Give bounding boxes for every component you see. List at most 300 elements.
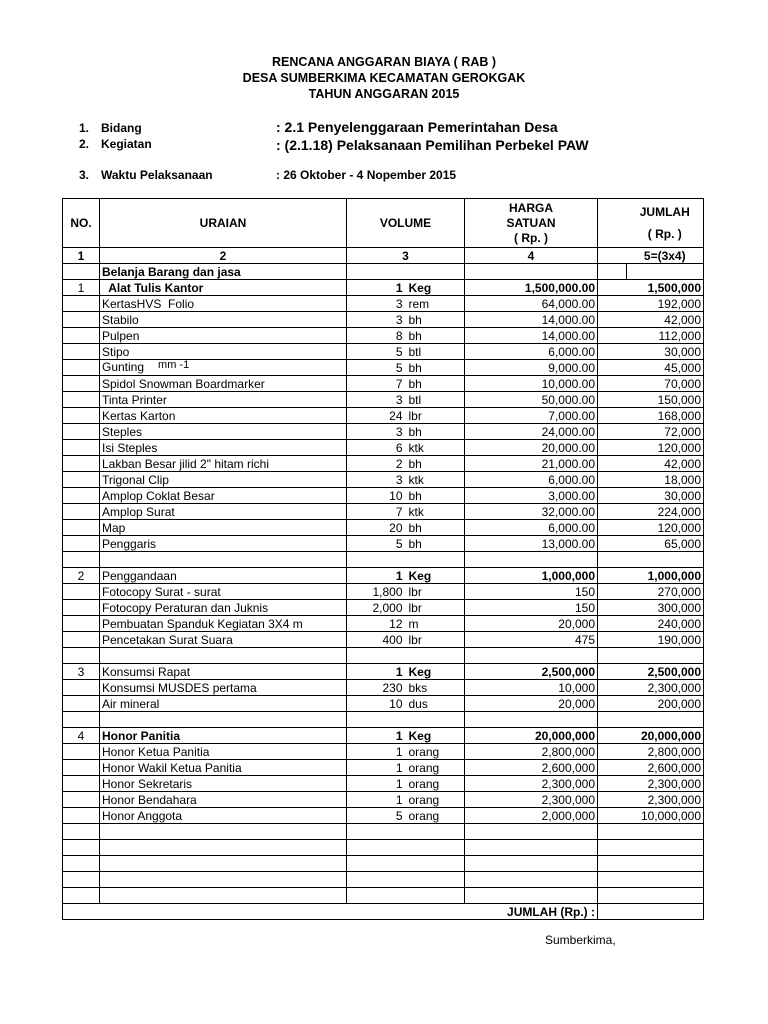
row-price: 3,000.00 xyxy=(465,488,598,504)
row-total xyxy=(627,648,704,664)
table-row xyxy=(63,840,704,856)
row-no xyxy=(63,632,100,648)
row-no xyxy=(63,616,100,632)
table-row xyxy=(63,344,704,360)
row-no xyxy=(63,360,100,376)
row-no xyxy=(63,696,100,712)
row-total: 2,800,000 xyxy=(627,744,704,760)
table-row xyxy=(63,664,704,680)
row-unit xyxy=(405,552,465,568)
row-qty xyxy=(347,824,405,840)
row-qty: 1 xyxy=(347,728,405,744)
bidang-no: 1. xyxy=(79,121,90,135)
row-no: 1 xyxy=(63,280,100,296)
row-price: 10,000.00 xyxy=(465,376,598,392)
footer-label: JUMLAH (Rp.) : xyxy=(347,904,598,920)
row-total: 2,600,000 xyxy=(627,760,704,776)
row-qty: 3 xyxy=(347,392,405,408)
row-qty: 1 xyxy=(347,776,405,792)
doc-year: TAHUN ANGGARAN 2015 xyxy=(308,87,460,101)
row-no xyxy=(63,456,100,472)
row-uraian: Penggaris xyxy=(100,536,347,552)
table-row xyxy=(63,808,704,824)
table-row xyxy=(63,600,704,616)
colnum-3: 3 xyxy=(347,248,465,264)
row-no xyxy=(63,840,100,856)
row-no xyxy=(63,776,100,792)
row-price: 24,000.00 xyxy=(465,424,598,440)
row-price xyxy=(465,824,598,840)
row-qty xyxy=(347,712,405,728)
row-qty: 3 xyxy=(347,296,405,312)
row-unit: m xyxy=(405,616,465,632)
rab-table xyxy=(62,198,704,920)
row-total xyxy=(627,840,704,856)
row-unit: ktk xyxy=(405,440,465,456)
table-row xyxy=(63,424,704,440)
section-qty xyxy=(347,264,405,280)
row-uraian: Stabilo xyxy=(100,312,347,328)
row-uraian: Pencetakan Surat Suara xyxy=(100,632,347,648)
table-row xyxy=(63,728,704,744)
row-spacer xyxy=(598,552,627,568)
row-total xyxy=(627,824,704,840)
row-no: 3 xyxy=(63,664,100,680)
row-uraian: Honor Bendahara xyxy=(100,792,347,808)
row-unit: bh xyxy=(405,488,465,504)
row-qty xyxy=(347,872,405,888)
row-unit: Keg xyxy=(405,280,465,296)
section-price xyxy=(465,264,598,280)
table-row xyxy=(63,328,704,344)
row-total: 120,000 xyxy=(627,440,704,456)
row-no xyxy=(63,680,100,696)
header-no: NO. xyxy=(63,199,100,248)
row-qty: 3 xyxy=(347,312,405,328)
row-total: 2,300,000 xyxy=(627,792,704,808)
row-unit: bks xyxy=(405,680,465,696)
row-qty xyxy=(347,552,405,568)
row-qty: 3 xyxy=(347,424,405,440)
row-uraian: Honor Panitia xyxy=(100,728,347,744)
row-total: 1,500,000 xyxy=(627,280,704,296)
row-uraian: Tinta Printer xyxy=(100,392,347,408)
header-harga-2: SATUAN xyxy=(506,215,556,230)
bidang-label: Bidang xyxy=(101,121,142,135)
row-spacer xyxy=(598,760,627,776)
row-qty: 1 xyxy=(347,760,405,776)
section-spacer xyxy=(598,264,627,280)
header-jumlah-2: ( Rp. ) xyxy=(647,227,682,241)
row-spacer xyxy=(598,536,627,552)
row-price xyxy=(465,712,598,728)
row-spacer xyxy=(598,664,627,680)
row-qty xyxy=(347,648,405,664)
row-total: 45,000 xyxy=(627,360,704,376)
row-price: 2,300,000 xyxy=(465,776,598,792)
row-uraian: Kertas Karton xyxy=(100,408,347,424)
row-total: 150,000 xyxy=(627,392,704,408)
row-qty: 8 xyxy=(347,328,405,344)
row-spacer xyxy=(598,520,627,536)
row-no xyxy=(63,856,100,872)
section-no xyxy=(63,264,100,280)
row-unit: bh xyxy=(405,360,465,376)
row-price xyxy=(465,888,598,904)
row-unit: btl xyxy=(405,392,465,408)
kegiatan-label: Kegiatan xyxy=(101,137,152,151)
row-unit: bh xyxy=(405,520,465,536)
row-no xyxy=(63,312,100,328)
table-row xyxy=(63,616,704,632)
row-price: 1,000,000 xyxy=(465,568,598,584)
row-spacer xyxy=(598,840,627,856)
waktu-value: : 26 Oktober - 4 Nopember 2015 xyxy=(276,168,457,182)
header-jumlah xyxy=(627,199,704,248)
table-row xyxy=(63,408,704,424)
row-spacer xyxy=(598,584,627,600)
row-no xyxy=(63,648,100,664)
table-row xyxy=(63,568,704,584)
row-qty: 24 xyxy=(347,408,405,424)
table-row xyxy=(63,280,704,296)
row-price: 20,000 xyxy=(465,616,598,632)
row-total: 20,000,000 xyxy=(627,728,704,744)
row-spacer xyxy=(598,696,627,712)
row-spacer xyxy=(598,472,627,488)
table-row xyxy=(63,392,704,408)
row-uraian: Gunting mm -1 xyxy=(100,360,347,376)
row-no xyxy=(63,408,100,424)
row-spacer xyxy=(598,312,627,328)
row-price: 1,500,000.00 xyxy=(465,280,598,296)
footer-spacer xyxy=(598,904,627,920)
table-row xyxy=(63,456,704,472)
row-price: 32,000.00 xyxy=(465,504,598,520)
row-unit: lbr xyxy=(405,408,465,424)
row-spacer xyxy=(598,888,627,904)
row-uraian: Spidol Snowman Boardmarker xyxy=(100,376,347,392)
row-spacer xyxy=(598,568,627,584)
row-unit: orang xyxy=(405,792,465,808)
row-spacer xyxy=(598,728,627,744)
table-row xyxy=(63,376,704,392)
row-price: 50,000.00 xyxy=(465,392,598,408)
row-unit: orang xyxy=(405,776,465,792)
row-uraian: Alat Tulis Kantor xyxy=(100,280,347,296)
row-total: 168,000 xyxy=(627,408,704,424)
table-row xyxy=(63,776,704,792)
row-qty: 20 xyxy=(347,520,405,536)
row-uraian: Honor Sekretaris xyxy=(100,776,347,792)
row-qty: 7 xyxy=(347,504,405,520)
row-uraian: Konsumsi Rapat xyxy=(100,664,347,680)
row-uraian: Fotocopy Surat - surat xyxy=(100,584,347,600)
row-price: 64,000.00 xyxy=(465,296,598,312)
row-qty: 1 xyxy=(347,664,405,680)
row-price: 6,000.00 xyxy=(465,344,598,360)
row-uraian: Lakban Besar jilid 2" hitam richi xyxy=(100,456,347,472)
row-spacer xyxy=(598,392,627,408)
header-harga-3: ( Rp. ) xyxy=(514,230,548,245)
row-uraian: Honor Wakil Ketua Panitia xyxy=(100,760,347,776)
row-qty: 7 xyxy=(347,376,405,392)
row-price: 9,000.00 xyxy=(465,360,598,376)
row-uraian: Isi Steples xyxy=(100,440,347,456)
table-row xyxy=(63,744,704,760)
row-total xyxy=(627,552,704,568)
row-uraian: Fotocopy Peraturan dan Juknis xyxy=(100,600,347,616)
row-total: 65,000 xyxy=(627,536,704,552)
row-no xyxy=(63,712,100,728)
row-total: 270,000 xyxy=(627,584,704,600)
row-unit: bh xyxy=(405,376,465,392)
row-uraian: Stipo xyxy=(100,344,347,360)
footer-row xyxy=(63,904,704,920)
row-no xyxy=(63,520,100,536)
row-unit: bh xyxy=(405,536,465,552)
row-no xyxy=(63,328,100,344)
row-total: 2,300,000 xyxy=(627,680,704,696)
row-total: 70,000 xyxy=(627,376,704,392)
colnum-4: 4 xyxy=(465,248,598,264)
row-unit: lbr xyxy=(405,632,465,648)
header-harga xyxy=(465,199,598,248)
row-total: 2,300,000 xyxy=(627,776,704,792)
waktu-label: Waktu Pelaksanaan xyxy=(101,168,213,182)
row-unit xyxy=(405,648,465,664)
colnum-2: 2 xyxy=(100,248,347,264)
row-no: 2 xyxy=(63,568,100,584)
waktu-no: 3. xyxy=(79,168,90,182)
row-uraian xyxy=(100,648,347,664)
row-price: 6,000.00 xyxy=(465,520,598,536)
row-price: 10,000 xyxy=(465,680,598,696)
row-uraian: Pulpen xyxy=(100,328,347,344)
table-row xyxy=(63,296,704,312)
row-uraian xyxy=(100,712,347,728)
row-spacer xyxy=(598,408,627,424)
header-uraian: URAIAN xyxy=(100,199,347,248)
row-uraian: Penggandaan xyxy=(100,568,347,584)
row-uraian: Map xyxy=(100,520,347,536)
row-no xyxy=(63,760,100,776)
row-qty: 5 xyxy=(347,360,405,376)
row-price: 20,000.00 xyxy=(465,440,598,456)
row-no: 4 xyxy=(63,728,100,744)
row-spacer xyxy=(598,856,627,872)
row-price xyxy=(465,856,598,872)
row-unit: orang xyxy=(405,760,465,776)
row-price: 2,000,000 xyxy=(465,808,598,824)
row-price: 150 xyxy=(465,584,598,600)
row-total: 18,000 xyxy=(627,472,704,488)
table-row xyxy=(63,824,704,840)
header-spacer xyxy=(598,199,627,248)
row-unit xyxy=(405,888,465,904)
row-uraian xyxy=(100,824,347,840)
row-price: 21,000.00 xyxy=(465,456,598,472)
row-no xyxy=(63,440,100,456)
row-qty: 6 xyxy=(347,440,405,456)
row-spacer xyxy=(598,872,627,888)
row-qty: 1 xyxy=(347,792,405,808)
row-unit: rem xyxy=(405,296,465,312)
row-price: 475 xyxy=(465,632,598,648)
signature-place: Sumberkima, xyxy=(545,933,616,947)
table-row xyxy=(63,504,704,520)
row-no xyxy=(63,536,100,552)
row-uraian: Air mineral xyxy=(100,696,347,712)
table-row xyxy=(63,552,704,568)
row-qty: 5 xyxy=(347,808,405,824)
header-jumlah-1: JUMLAH xyxy=(639,205,690,219)
doc-subtitle: DESA SUMBERKIMA KECAMATAN GEROKGAK xyxy=(242,71,526,85)
row-price: 6,000.00 xyxy=(465,472,598,488)
row-no xyxy=(63,344,100,360)
row-total xyxy=(627,712,704,728)
row-qty xyxy=(347,888,405,904)
row-unit xyxy=(405,712,465,728)
table-row xyxy=(63,792,704,808)
row-spacer xyxy=(598,648,627,664)
row-no xyxy=(63,584,100,600)
row-price: 2,500,000 xyxy=(465,664,598,680)
row-no xyxy=(63,808,100,824)
row-price: 14,000.00 xyxy=(465,312,598,328)
row-no xyxy=(63,504,100,520)
table-row xyxy=(63,472,704,488)
header-row xyxy=(63,199,704,248)
header-volume: VOLUME xyxy=(347,199,465,248)
row-spacer xyxy=(598,344,627,360)
row-total xyxy=(627,888,704,904)
row-qty: 400 xyxy=(347,632,405,648)
row-qty: 5 xyxy=(347,344,405,360)
row-unit: Keg xyxy=(405,664,465,680)
table-row xyxy=(63,584,704,600)
row-uraian xyxy=(100,552,347,568)
row-unit: bh xyxy=(405,312,465,328)
row-unit: btl xyxy=(405,344,465,360)
colnum-1: 1 xyxy=(63,248,100,264)
row-total: 192,000 xyxy=(627,296,704,312)
row-unit: Keg xyxy=(405,728,465,744)
row-price xyxy=(465,648,598,664)
row-no xyxy=(63,744,100,760)
row-uraian xyxy=(100,840,347,856)
row-uraian: Amplop Coklat Besar xyxy=(100,488,347,504)
row-price: 20,000,000 xyxy=(465,728,598,744)
doc-title: RENCANA ANGGARAN BIAYA ( RAB ) xyxy=(271,55,497,69)
row-no xyxy=(63,376,100,392)
row-price xyxy=(465,872,598,888)
row-price xyxy=(465,552,598,568)
row-spacer xyxy=(598,792,627,808)
table-row xyxy=(63,696,704,712)
table-row xyxy=(63,488,704,504)
row-qty: 1 xyxy=(347,568,405,584)
table-row xyxy=(63,360,704,376)
row-unit: lbr xyxy=(405,584,465,600)
row-qty: 1,800 xyxy=(347,584,405,600)
row-total: 30,000 xyxy=(627,488,704,504)
row-no xyxy=(63,392,100,408)
table-row xyxy=(63,440,704,456)
row-uraian: KertasHVS Folio xyxy=(100,296,347,312)
row-total: 300,000 xyxy=(627,600,704,616)
row-no xyxy=(63,824,100,840)
row-price: 13,000.00 xyxy=(465,536,598,552)
row-spacer xyxy=(598,456,627,472)
table-row xyxy=(63,888,704,904)
table-row xyxy=(63,760,704,776)
row-unit: dus xyxy=(405,696,465,712)
colnum-5: 5=(3x4) xyxy=(627,248,704,264)
row-unit xyxy=(405,840,465,856)
row-spacer xyxy=(598,488,627,504)
row-spacer xyxy=(598,600,627,616)
section-title: Belanja Barang dan jasa xyxy=(100,264,347,280)
row-qty: 2 xyxy=(347,456,405,472)
row-total: 2,500,000 xyxy=(627,664,704,680)
table-row xyxy=(63,856,704,872)
row-uraian: Amplop Surat xyxy=(100,504,347,520)
row-price xyxy=(465,840,598,856)
section-row xyxy=(63,264,704,280)
row-total: 200,000 xyxy=(627,696,704,712)
row-uraian: Trigonal Clip xyxy=(100,472,347,488)
row-qty: 12 xyxy=(347,616,405,632)
table-row xyxy=(63,312,704,328)
row-spacer xyxy=(598,328,627,344)
row-no xyxy=(63,488,100,504)
row-spacer xyxy=(598,296,627,312)
row-no xyxy=(63,296,100,312)
footer-no xyxy=(63,904,100,920)
row-qty: 2,000 xyxy=(347,600,405,616)
row-qty: 230 xyxy=(347,680,405,696)
row-spacer xyxy=(598,424,627,440)
bidang-value: : 2.1 Penyelenggaraan Pemerintahan Desa xyxy=(276,119,558,135)
row-unit: orang xyxy=(405,744,465,760)
row-price: 14,000.00 xyxy=(465,328,598,344)
row-uraian xyxy=(100,856,347,872)
row-qty: 10 xyxy=(347,488,405,504)
row-spacer xyxy=(598,360,627,376)
row-spacer xyxy=(598,808,627,824)
row-no xyxy=(63,552,100,568)
row-spacer xyxy=(598,712,627,728)
table-row xyxy=(63,872,704,888)
row-qty: 10 xyxy=(347,696,405,712)
row-uraian: Pembuatan Spanduk Kegiatan 3X4 m xyxy=(100,616,347,632)
row-note: mm -1 xyxy=(158,359,190,371)
row-spacer xyxy=(598,824,627,840)
row-total: 240,000 xyxy=(627,616,704,632)
row-spacer xyxy=(598,280,627,296)
row-uraian: Steples xyxy=(100,424,347,440)
colnum-row xyxy=(63,248,704,264)
row-total xyxy=(627,872,704,888)
row-total: 224,000 xyxy=(627,504,704,520)
row-total: 42,000 xyxy=(627,312,704,328)
row-total: 190,000 xyxy=(627,632,704,648)
row-uraian: Konsumsi MUSDES pertama xyxy=(100,680,347,696)
row-spacer xyxy=(598,376,627,392)
header-harga-1: HARGA xyxy=(509,200,553,215)
row-no xyxy=(63,600,100,616)
